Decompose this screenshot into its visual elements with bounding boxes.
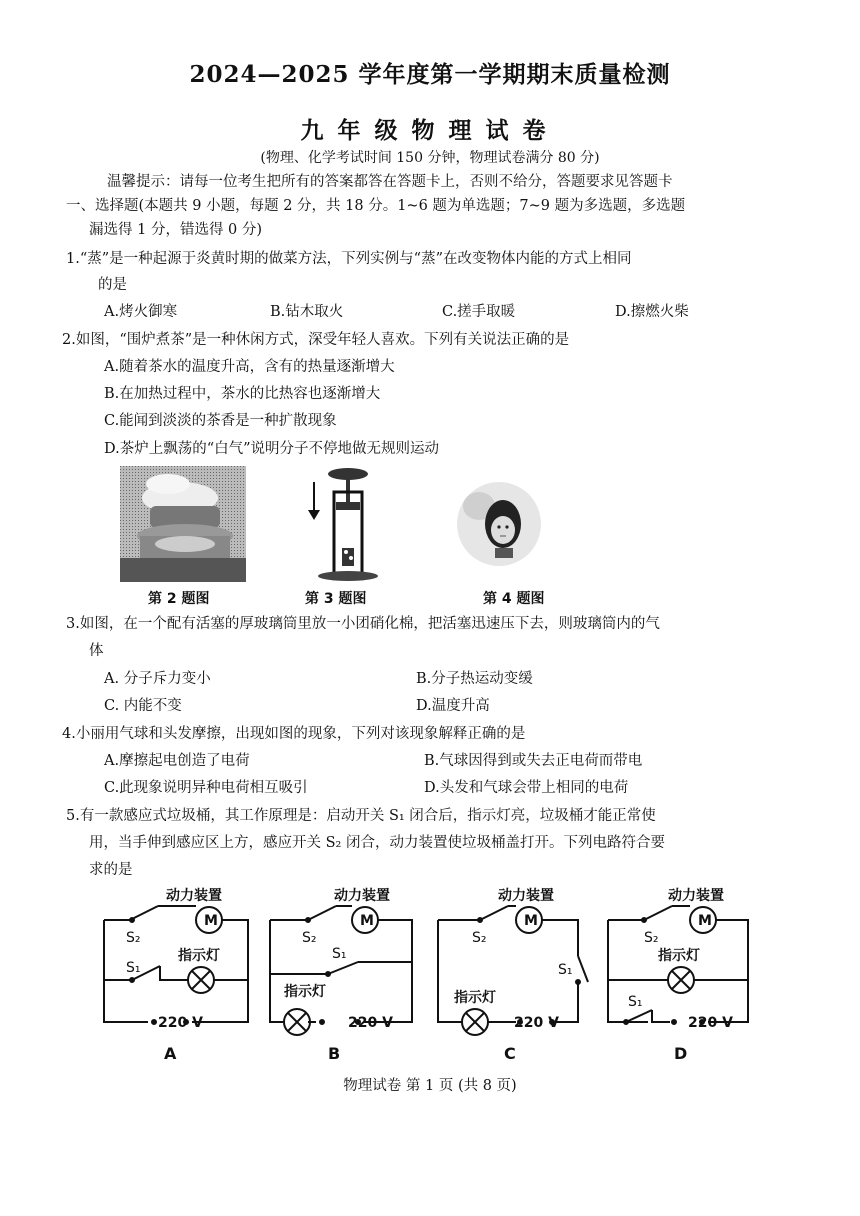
circuit-a-device-label: 动力装置 — [166, 888, 222, 904]
exam-note: (物理、化学考试时间 150 分钟，物理试卷满分 80 分) — [260, 150, 600, 166]
q1-option-a: A.烤火御寒 — [104, 304, 178, 320]
q1-option-b: B.钻木取火 — [270, 304, 344, 320]
circuit-b-voltage-label: 220 V — [348, 1015, 393, 1031]
figure2-caption: 第 2 题图 — [148, 591, 210, 607]
q3-option-b: B.分子热运动变缓 — [416, 671, 533, 687]
q1-option-c: C.搓手取暖 — [442, 304, 516, 320]
q3-option-c: C. 内能不变 — [104, 698, 182, 714]
circuit-d-s2-label: S₂ — [644, 930, 659, 946]
circuit-b-s1-label: S₁ — [332, 946, 347, 962]
q2-stem: 2.如图，“围炉煮茶”是一种休闲方式，深受年轻人喜欢。下列有关说法正确的是 — [62, 332, 570, 348]
q3-stem-2: 体 — [89, 643, 104, 659]
circuit-c-voltage-label: 220 V — [514, 1015, 559, 1031]
figure3-caption: 第 3 题图 — [305, 591, 367, 607]
q1-option-d: D.擦燃火柴 — [615, 304, 689, 320]
section1-line2: 漏选得 1 分，错选得 0 分) — [89, 222, 263, 238]
circuit-d-voltage-label: 220 V — [688, 1015, 733, 1031]
circuit-a-voltage-label: 220 V — [158, 1015, 203, 1031]
section1-line1: 一、选择题(本题共 9 小题，每题 2 分，共 18 分。1~6 题为单选题；7~9 题为多选题，多选题 — [66, 198, 686, 214]
balloon-hair-photo — [455, 466, 541, 584]
circuit-d-letter: D — [674, 1044, 688, 1063]
q4-option-d: D.头发和气球会带上相同的电荷 — [424, 780, 629, 796]
circuit-c-lamp-label: 指示灯 — [454, 990, 496, 1006]
q5-stem-2: 用，当手伸到感应区上方，感应开关 S₂ 闭合，动力装置使垃圾桶盖打开。下列电路符合要 — [89, 835, 665, 851]
q2-option-c: C.能闻到淡淡的茶香是一种扩散现象 — [104, 413, 337, 429]
q5-circuit-diagrams — [96, 882, 776, 1068]
tea-stove-photo — [120, 466, 246, 582]
exam-subtitle: 九年级物理试卷 — [300, 117, 560, 144]
q5-stem-3: 求的是 — [89, 862, 133, 878]
circuit-d-lamp-label: 指示灯 — [658, 948, 700, 964]
circuit-b-motor-label: M — [360, 913, 374, 929]
q4-option-a: A.摩擦起电创造了电荷 — [104, 753, 250, 769]
q3-option-d: D.温度升高 — [416, 698, 490, 714]
circuit-c-device-label: 动力装置 — [498, 888, 554, 904]
page-footer: 物理试卷 第 1 页 (共 8 页) — [343, 1078, 517, 1094]
circuit-a-s1-label: S₁ — [126, 960, 141, 976]
circuit-d-s1-label: S₁ — [628, 994, 643, 1010]
circuit-b-device-label: 动力装置 — [334, 888, 390, 904]
circuit-d-device-label: 动力装置 — [668, 888, 724, 904]
exam-title: 2024—2025 学年度第一学期期末质量检测 — [189, 61, 671, 88]
piston-cylinder-diagram — [300, 466, 380, 584]
q2-option-b: B.在加热过程中，茶水的比热容也逐渐增大 — [104, 386, 381, 402]
circuit-a-motor-label: M — [204, 913, 218, 929]
circuit-c-s1-label: S₁ — [558, 962, 573, 978]
q2-option-a: A.随着茶水的温度升高，含有的热量逐渐增大 — [104, 359, 395, 375]
circuit-a-s2-label: S₂ — [126, 930, 141, 946]
q1-stem: 1.“蒸”是一种起源于炎黄时期的做菜方法，下列实例与“蒸”在改变物体内能的方式上相同 — [66, 251, 632, 267]
q4-stem: 4.小丽用气球和头发摩擦，出现如图的现象，下列对该现象解释正确的是 — [62, 726, 526, 742]
circuit-c-motor-label: M — [524, 913, 538, 929]
q5-stem: 5.有一款感应式垃圾桶，其工作原理是：启动开关 S₁ 闭合后，指示灯亮，垃圾桶才能正常使 — [66, 808, 656, 824]
circuit-a-lamp-label: 指示灯 — [178, 948, 220, 964]
circuit-a-letter: A — [164, 1044, 177, 1063]
q2-option-d: D.茶炉上飘荡的“白气”说明分子不停地做无规则运动 — [104, 441, 440, 457]
circuit-b-s2-label: S₂ — [302, 930, 317, 946]
q3-option-a: A. 分子斥力变小 — [104, 671, 211, 687]
circuit-c-letter: C — [504, 1044, 516, 1063]
q3-stem: 3.如图，在一个配有活塞的厚玻璃筒里放一小团硝化棉，把活塞迅速压下去，则玻璃筒内的气 — [66, 616, 660, 632]
circuit-b-letter: B — [328, 1044, 341, 1063]
figure4-caption: 第 4 题图 — [483, 591, 545, 607]
circuit-b-lamp-label: 指示灯 — [284, 984, 326, 1000]
q4-option-c: C.此现象说明异种电荷相互吸引 — [104, 780, 308, 796]
tip-text: 温馨提示：请每一位考生把所有的答案都答在答题卡上，否则不给分，答题要求见答题卡 — [107, 174, 673, 190]
circuit-d-motor-label: M — [698, 913, 712, 929]
circuit-c-s2-label: S₂ — [472, 930, 487, 946]
q1-stem-2: 的是 — [98, 277, 127, 293]
q4-option-b: B.气球因得到或失去正电荷而带电 — [424, 753, 643, 769]
